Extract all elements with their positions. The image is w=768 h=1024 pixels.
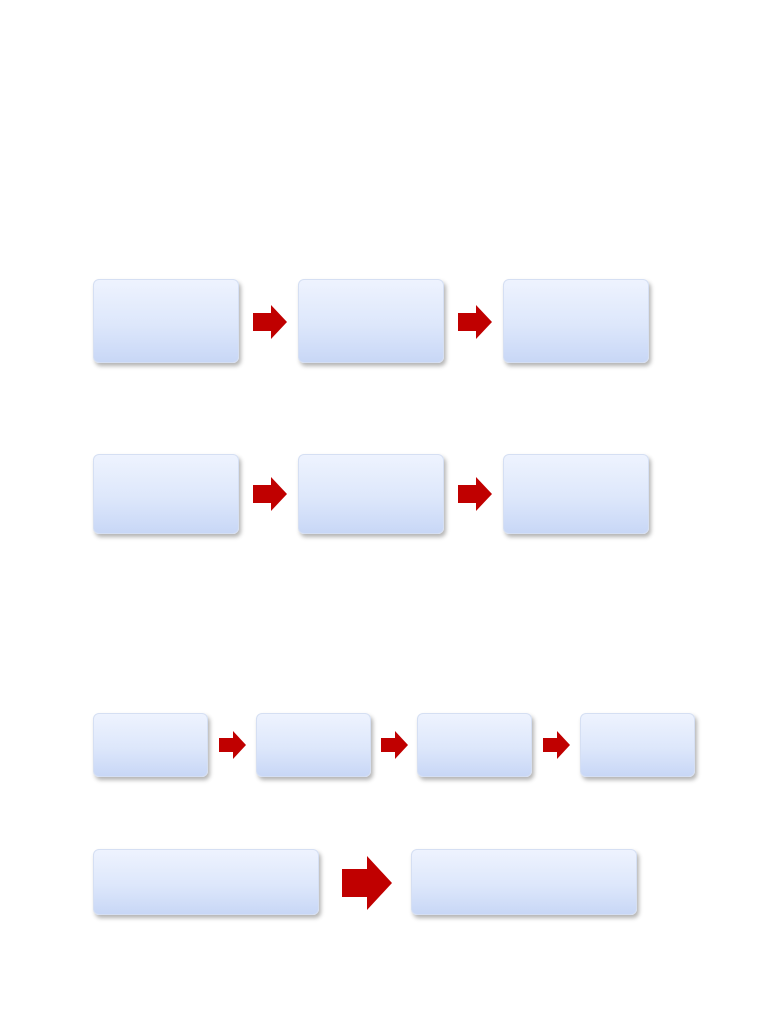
step-1-1-box [93, 279, 239, 363]
step-5-1-box [93, 713, 208, 777]
step-2-3-box [503, 454, 649, 534]
flow-arrow-icon [342, 856, 392, 910]
step-1-2-box [298, 279, 444, 363]
flow-arrow-icon [381, 731, 408, 759]
flow-arrow-icon [543, 731, 570, 759]
step-5-2-box [256, 713, 371, 777]
flow-arrow-icon [458, 305, 492, 339]
flow-arrow-icon [458, 477, 492, 511]
step-6-2-box [411, 849, 637, 915]
flow-arrow-icon [253, 477, 287, 511]
flow-arrow-icon [253, 305, 287, 339]
step-5-3-box [417, 713, 532, 777]
step-6-1-box [93, 849, 319, 915]
step-2-1-box [93, 454, 239, 534]
step-5-4-box [580, 713, 695, 777]
step-2-2-box [298, 454, 444, 534]
flow-arrow-icon [219, 731, 246, 759]
step-1-3-box [503, 279, 649, 363]
